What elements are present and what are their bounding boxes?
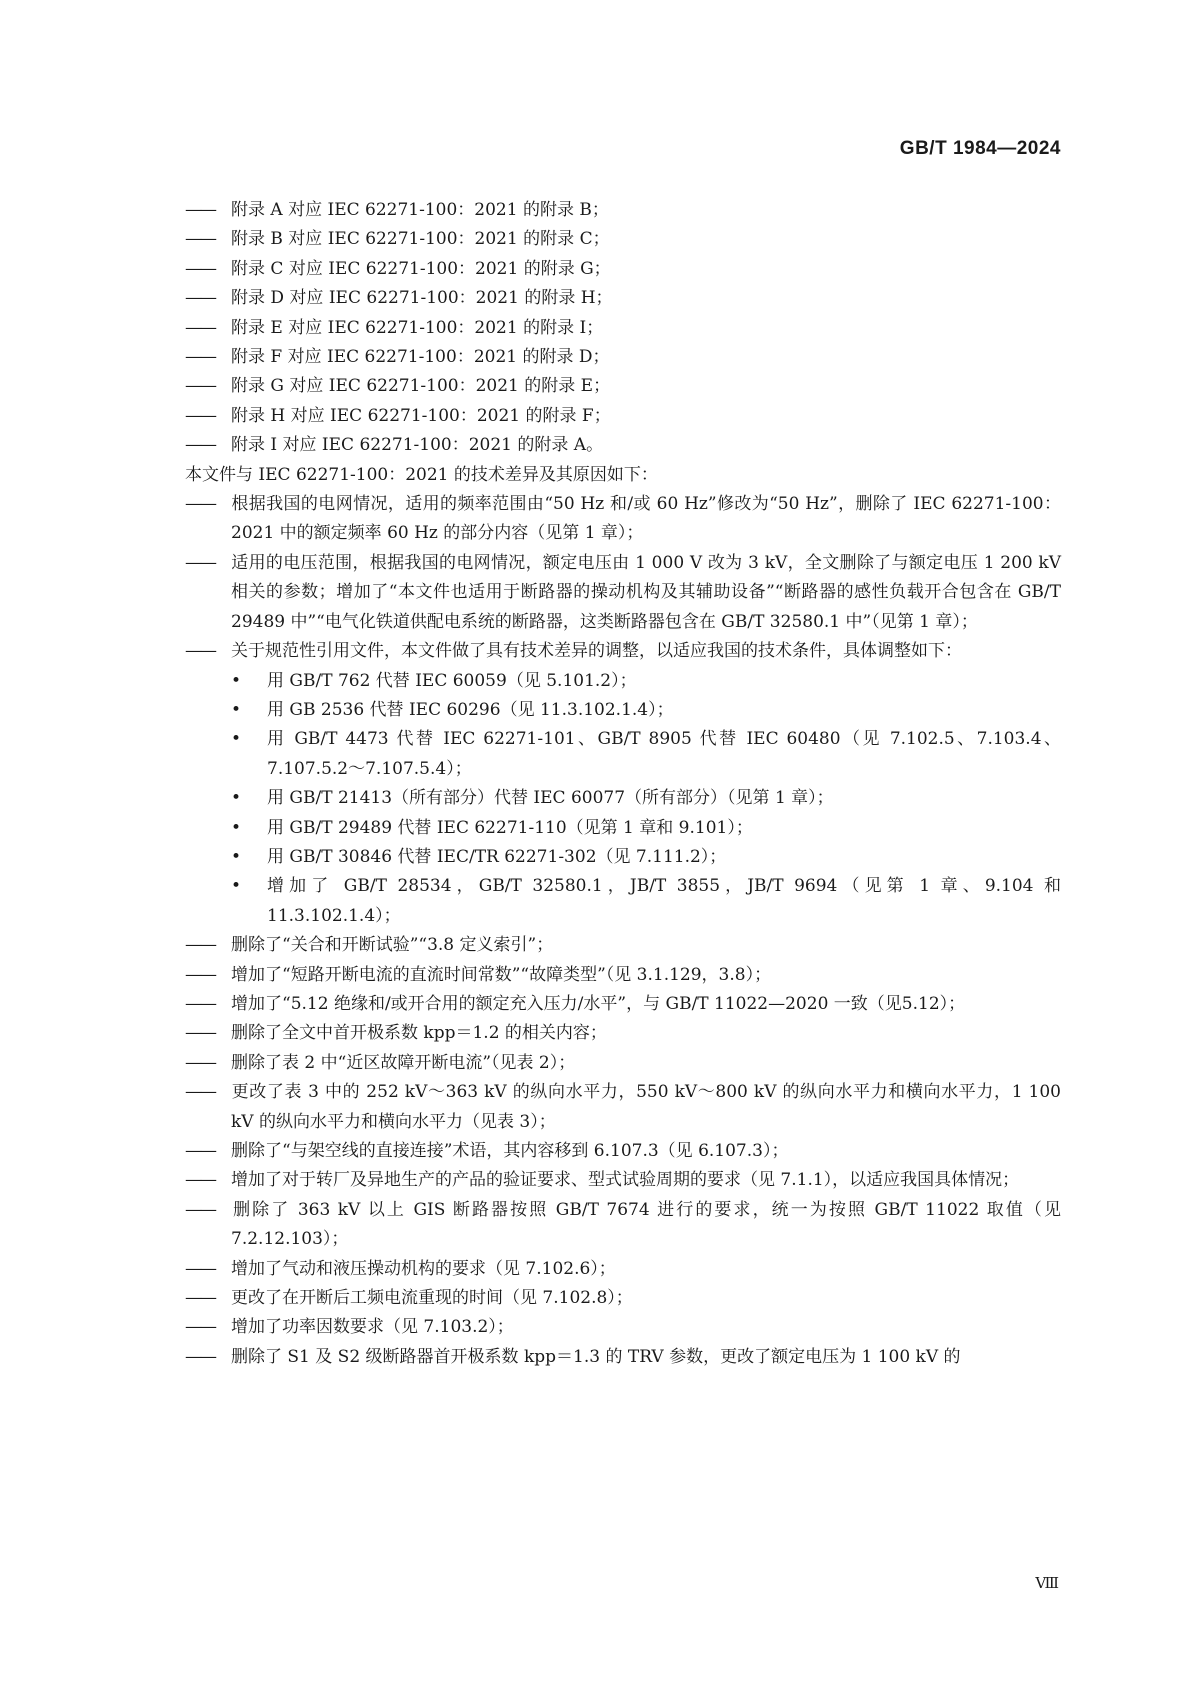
- bullet-marker: •: [231, 846, 242, 867]
- list-item-text: 增加了对于转厂及异地生产的产品的验证要求、型式试验周期的要求（见 7.1.1），以适应我国具体情况；: [231, 1170, 1020, 1191]
- list-item: [185, 255, 1061, 284]
- bullet-marker: •: [231, 817, 242, 838]
- list-item: [185, 1343, 1061, 1372]
- sub-list-item-text: 用 GB/T 29489 代替 IEC 62271-110（见第 1 章和 9.101）；: [267, 817, 753, 838]
- dash-marker: ——: [185, 1141, 215, 1161]
- sub-list-item-text: 增加了 GB/T 28534，GB/T 32580.1，JB/T 3855，JB/T 9694（见第 1 章、9.104 和 11.3.102.1.4）；: [267, 876, 1061, 926]
- list-item-text: 关于规范性引用文件，本文件做了具有技术差异的调整，以适应我国的技术条件，具体调整如下：: [231, 641, 962, 662]
- bullet-marker: •: [231, 788, 242, 809]
- dash-marker: ——: [185, 405, 215, 426]
- dash-marker: ——: [185, 347, 215, 368]
- sub-list-item-text: 用 GB 2536 代替 IEC 60296（见 11.3.102.1.4）；: [267, 699, 674, 720]
- dash-marker: ——: [185, 317, 215, 338]
- dash-marker: ——: [185, 1082, 215, 1103]
- list-item-text: 删除了 363 kV 以上 GIS 断路器按照 GB/T 7674 进行的要求，统一为按照 GB/T 11022 取值（见 7.2.12.103）；: [231, 1199, 1061, 1250]
- page-number: Ⅷ: [1035, 1576, 1059, 1592]
- list-item-text: 根据我国的电网情况，适用的频率范围由“50 Hz 和/或 60 Hz”修改为“50 Hz”，删除了 IEC 62271-100：2021 中的额定频率 60 Hz 的部分内容（见第 1 章）；: [231, 494, 1061, 544]
- list-item: [185, 1313, 1061, 1342]
- list-item: [185, 1196, 1061, 1255]
- sub-list-item-text: 用 GB/T 762 代替 IEC 60059（见 5.101.2）；: [267, 670, 637, 691]
- dash-marker: ——: [185, 1023, 215, 1044]
- dash-marker: ——: [185, 1288, 215, 1309]
- list-item: [185, 961, 1061, 990]
- sub-list-item: [185, 696, 1061, 725]
- dash-marker: ——: [185, 494, 215, 515]
- list-item: [185, 225, 1061, 254]
- document-number: GB/T 1984—2024: [899, 138, 1061, 159]
- list-item-text: 删除了“关合和开断试验”“3.8 定义索引”；: [231, 935, 554, 956]
- sub-list-item: [185, 814, 1061, 843]
- list-item: [185, 196, 1061, 225]
- list-item: [185, 372, 1061, 401]
- list-item: [185, 990, 1061, 1019]
- bullet-marker: •: [231, 729, 242, 750]
- list-item: [185, 931, 1061, 960]
- list-item-text: 增加了“5.12 绝缘和/或开合用的额定充入压力/水平”，与 GB/T 11022—2020 一致（见5.12）；: [231, 993, 966, 1014]
- dash-marker: ——: [185, 435, 215, 456]
- dash-marker: ——: [185, 229, 215, 250]
- document-body: [185, 196, 1061, 1372]
- sub-list-item: [185, 784, 1061, 813]
- list-item: [185, 1166, 1061, 1195]
- list-item: [185, 490, 1061, 549]
- sub-list-item: [185, 725, 1061, 784]
- dash-marker: ——: [185, 552, 215, 573]
- list-item: [185, 1255, 1061, 1284]
- list-item: [185, 1137, 1061, 1166]
- dash-marker: ——: [185, 258, 215, 279]
- dash-marker: ——: [185, 376, 215, 397]
- dash-marker: ——: [185, 993, 215, 1014]
- paragraph: 本文件与 IEC 62271-100：2021 的技术差异及其原因如下：: [185, 464, 658, 485]
- list-item-text: 适用的电压范围，根据我国的电网情况，额定电压由 1 000 V 改为 3 kV，全文删除了与额定电压 1 200 kV 相关的参数；增加了“本文件也适用于断路器的操动机构及其辅助设备”“断路器的感性负载开合包含在 GB/T 29489 中”“电气化铁道供配电系统的断路器，这类断路器包含在 GB/T 32580.1 中”（见第 1 章）；: [231, 552, 1061, 632]
- list-item-text: 增加了功率因数要求（见 7.103.2）；: [231, 1317, 514, 1338]
- sub-list-item: [185, 843, 1061, 872]
- list-item: [185, 1284, 1061, 1313]
- list-item: [185, 637, 1061, 666]
- list-item: [185, 1019, 1061, 1048]
- sub-list-item: [185, 667, 1061, 696]
- list-item: [185, 284, 1061, 313]
- dash-marker: ——: [185, 288, 215, 309]
- bullet-marker: •: [231, 670, 242, 691]
- list-item-text: 附录 D 对应 IEC 62271-100：2021 的附录 H；: [231, 288, 613, 309]
- list-item-text: 附录 H 对应 IEC 62271-100：2021 的附录 F；: [231, 405, 611, 426]
- list-item-text: 更改了在开断后工频电流重现的时间（见 7.102.8）；: [231, 1288, 633, 1309]
- dash-marker: ——: [185, 964, 215, 985]
- list-item-text: 删除了 S1 及 S2 级断路器首开极系数 kpp＝1.3 的 TRV 参数，更改了额定电压为 1 100 kV 的: [231, 1346, 961, 1367]
- dash-marker: ——: [185, 1199, 215, 1220]
- sub-list-item-text: 用 GB/T 4473 代替 IEC 62271-101、GB/T 8905 代替 IEC 60480（见 7.102.5、7.103.4、7.107.5.2～7.107.5.4）；: [267, 729, 1061, 779]
- dash-marker: ——: [185, 1317, 215, 1338]
- list-item-text: 附录 G 对应 IEC 62271-100：2021 的附录 E；: [231, 376, 611, 397]
- list-item-text: 增加了“短路开断电流的直流时间常数”“故障类型”（见 3.1.129，3.8）；: [231, 964, 772, 985]
- dash-marker: ——: [185, 1052, 215, 1073]
- list-item-text: 附录 C 对应 IEC 62271-100：2021 的附录 G；: [231, 258, 611, 279]
- list-item: [185, 1049, 1061, 1078]
- list-item-text: 删除了“与架空线的直接连接”术语，其内容移到 6.107.3（见 6.107.3）；: [231, 1141, 789, 1161]
- list-item: [185, 1078, 1061, 1137]
- dash-marker: ——: [185, 641, 215, 662]
- list-item: [185, 343, 1061, 372]
- sub-list-item: [185, 872, 1061, 931]
- dash-marker: ——: [185, 1170, 215, 1191]
- list-item-text: 附录 I 对应 IEC 62271-100：2021 的附录 A。: [231, 435, 604, 456]
- dash-marker: ——: [185, 200, 215, 220]
- bullet-marker: •: [231, 699, 242, 720]
- list-item: [185, 402, 1061, 431]
- list-item-text: 增加了气动和液压操动机构的要求（见 7.102.6）；: [231, 1258, 616, 1279]
- list-item: [185, 431, 1061, 460]
- list-item-text: 附录 F 对应 IEC 62271-100：2021 的附录 D；: [231, 347, 610, 368]
- list-item: [185, 314, 1061, 343]
- list-item-text: 附录 A 对应 IEC 62271-100：2021 的附录 B；: [231, 200, 609, 220]
- sub-list-item-text: 用 GB/T 30846 代替 IEC/TR 62271-302（见 7.111.2）；: [267, 846, 727, 867]
- dash-marker: ——: [185, 1258, 215, 1279]
- bullet-marker: •: [231, 876, 242, 897]
- list-item-text: 删除了全文中首开极系数 kpp＝1.2 的相关内容；: [231, 1023, 607, 1044]
- list-item-text: 附录 E 对应 IEC 62271-100：2021 的附录 I；: [231, 317, 604, 338]
- list-item-text: 附录 B 对应 IEC 62271-100：2021 的附录 C；: [231, 229, 610, 250]
- list-item-text: 更改了表 3 中的 252 kV～363 kV 的纵向水平力，550 kV～800 kV 的纵向水平力和横向水平力，1 100 kV 的纵向水平力和横向水平力（见表 3）；: [231, 1082, 1061, 1132]
- list-item: [185, 549, 1061, 637]
- sub-list-item-text: 用 GB/T 21413（所有部分）代替 IEC 60077（所有部分）（见第 1 章）；: [267, 788, 834, 809]
- dash-marker: ——: [185, 935, 215, 956]
- dash-marker: ——: [185, 1346, 215, 1367]
- list-item-text: 删除了表 2 中“近区故障开断电流”（见表 2）；: [231, 1052, 576, 1073]
